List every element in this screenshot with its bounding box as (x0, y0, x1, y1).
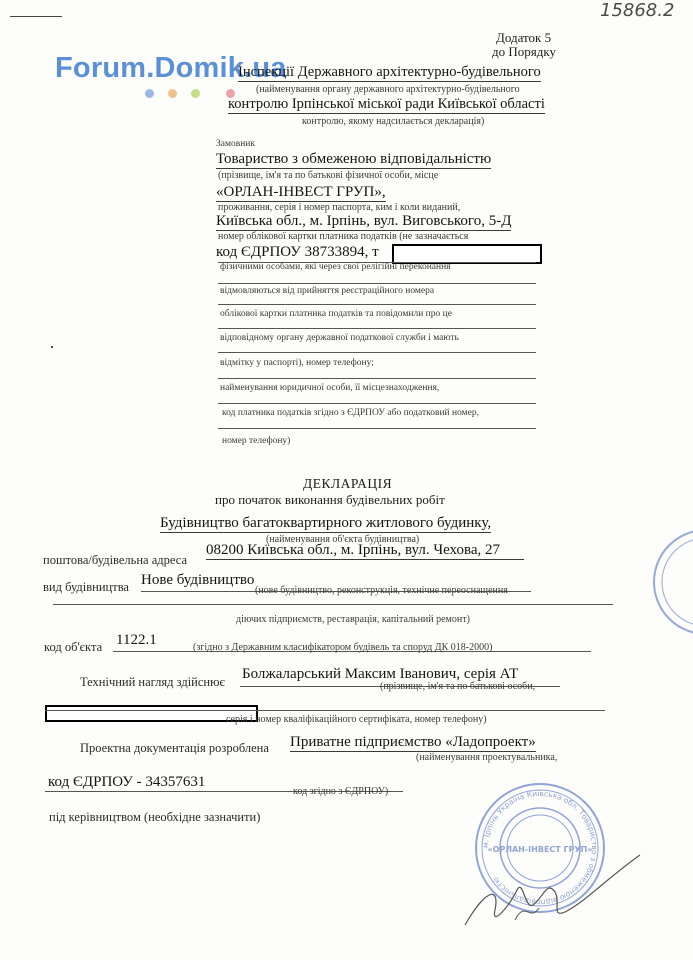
declaration-title: ДЕКЛАРАЦІЯ (303, 476, 393, 491)
construction-type-caption-2: діючих підприємств, реставрація, капітальний ремонт) (236, 614, 470, 625)
design-value: Приватне підприємство «Ладопроект» (290, 734, 536, 750)
customer-label: Замовник (216, 139, 256, 149)
mark-dot (51, 346, 53, 348)
construction-type-value: Нове будівництво (141, 572, 255, 588)
authority-caption-2: контролю, якому надсилається декларація) (302, 116, 485, 127)
construction-type-label: вид будівництва (43, 580, 129, 594)
construction-type-caption-1: (нове будівництво, реконструкція, технічне переоснащення (255, 585, 508, 596)
watermark-dot (145, 89, 154, 98)
customer-code: код ЄДРПОУ 38733894, т (216, 244, 379, 260)
customer-note: найменування юридичної особи, її місцезнаходження, (220, 383, 440, 393)
declaration-subtitle: про початок виконання будівельних робіт (215, 492, 445, 507)
supervision-caption-1: (прізвище, ім'я та по батькові особи, (380, 681, 536, 692)
address-label: поштова/будівельна адреса (43, 553, 187, 567)
design-code-caption: код згідно з ЄДРПОУ) (293, 786, 389, 797)
authority-line-2: контролю Ірпінської міської ради Київської області (228, 96, 545, 112)
lead-label: під керівництвом (необхідне зазначити) (49, 810, 261, 824)
design-code: код ЄДРПОУ - 34357631 (48, 774, 206, 790)
watermark-logo: Forum.Domik.ua (55, 52, 287, 84)
customer-note: облікової картки платника податків та повідомили про це (220, 309, 452, 319)
customer-caption-3: номер облікової картки платника податків (не зазначається (218, 231, 469, 242)
seal-center-text: «ОРЛАН-ІНВЕСТ ГРУП» (487, 845, 593, 854)
address-value: 08200 Київська обл., м. Ірпінь, вул. Чехова, 27 (206, 542, 524, 560)
design-caption: (найменування проектувальника, (416, 752, 558, 763)
supervision-value: Болжаларський Максим Іванович, серія АТ (242, 666, 519, 682)
customer-note: відповідному органу державної податкової служби і мають (220, 333, 459, 343)
watermark-dot (168, 89, 177, 98)
handwritten-number: 15868.2 (600, 0, 675, 21)
design-label: Проектна документація розроблена (80, 741, 269, 755)
customer-name-line-2: «ОРЛАН-ІНВЕСТ ГРУП», (216, 184, 386, 200)
redaction-box (392, 244, 542, 264)
customer-caption-1: (прізвище, ім'я та по батькові фізичної особи, місце (218, 170, 439, 181)
customer-note: фізичними особами, які через свої релігійні переконання (220, 262, 451, 272)
watermark-dot (191, 89, 200, 98)
supervision-caption-2: серія і номер кваліфікаційного сертифіката, номер телефону) (226, 714, 487, 725)
customer-note: код платника податків згідно з ЄДРПОУ або податковий номер, (222, 408, 480, 418)
appendix-label: Додаток 5 (496, 30, 552, 45)
customer-caption-2: проживання, серія і номер паспорта, ким і коли виданий, (218, 202, 461, 213)
appendix-to-label: до Порядку (492, 44, 556, 59)
object-name: Будівництво багатоквартирного житлового будинку, (160, 515, 492, 531)
customer-note: номер телефону) (222, 436, 291, 446)
partial-seal (646, 522, 693, 642)
authority-line-1: Інспекції Державного архітектурно-будівельного (238, 64, 541, 80)
supervision-label: Технічний нагляд здійснює (80, 675, 225, 689)
object-caption: (найменування об'єкта будівництва) (266, 534, 420, 545)
corner-mark (10, 16, 62, 17)
customer-note: відмітку у паспорті), номер телефону; (220, 358, 374, 368)
customer-note: відмовляються від прийняття реєстраційного номера (220, 286, 435, 296)
seal-ring-text: м. Ірпінь Україна Київська обл. Товариство з обмеженою відповідальністю (480, 788, 600, 908)
customer-name-line-1: Товариство з обмеженою відповідальністю (216, 151, 492, 167)
object-code-label: код об'єкта (44, 640, 103, 654)
signature (455, 850, 645, 930)
object-code-caption: (згідно з Державним класифікатором будівель та споруд ДК 018-2000) (193, 642, 493, 653)
authority-caption-1: (найменування органу державного архітектурно-будівельного (256, 84, 520, 95)
customer-address: Київська обл., м. Ірпінь, вул. Виговського, 5-Д (216, 213, 512, 229)
object-code-value: 1122.1 (116, 632, 157, 648)
